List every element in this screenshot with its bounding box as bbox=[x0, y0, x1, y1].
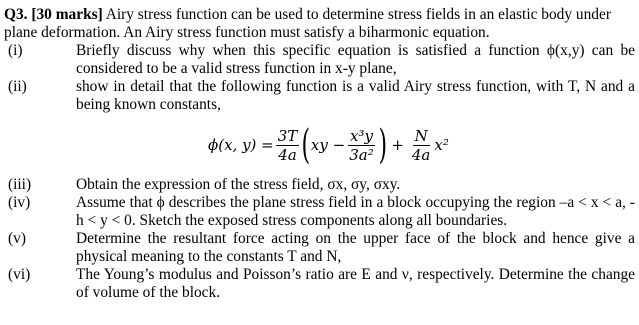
right-paren: ) bbox=[378, 122, 387, 168]
fraction-3 bbox=[410, 128, 433, 163]
question-intro: Airy stress function can be used to determine stress fields in an elastic body under plane deformation. An Airy stress function must satisfy a biharmonic equation. bbox=[4, 6, 611, 41]
item-text: Obtain the expression of the stress field, σx, σy, σxy. bbox=[76, 176, 401, 193]
item-text: Determine the resultant force acting on the upper face of the block and hence give a physical meaning to the constants T and N, bbox=[76, 230, 635, 265]
fraction-1-den: 4a bbox=[278, 145, 297, 164]
equation-plus: + bbox=[391, 136, 404, 154]
item-number: (iii) bbox=[8, 176, 32, 193]
item-text: Briefly discuss why when this specific equation is satisfied a function ϕ(x,y) can be considered to be a valid stress function in x-y plane, bbox=[76, 42, 635, 77]
list-item-vi bbox=[4, 266, 635, 302]
fraction-1 bbox=[276, 128, 300, 163]
item-number: (i) bbox=[8, 42, 23, 59]
fraction-2-den: 3a² bbox=[349, 145, 374, 164]
fraction-2-num: x³y bbox=[349, 126, 373, 145]
list-item-iv bbox=[4, 194, 635, 230]
left-paren: ( bbox=[301, 122, 311, 168]
list-item-iii bbox=[4, 176, 635, 194]
fraction-3-den: 4a bbox=[411, 145, 431, 164]
fraction-3-num: N bbox=[414, 126, 428, 145]
item-text: The Young’s modulus and Poisson’s ratio are E and ν, respectively. Determine the change of volume of the block. bbox=[76, 266, 635, 301]
equation-lhs: ϕ(x, y) = bbox=[208, 136, 274, 154]
list-item-v bbox=[4, 230, 635, 266]
item-number: (iv) bbox=[8, 194, 31, 211]
equation-term-3: x² bbox=[434, 136, 449, 154]
equation-term-1: xy − bbox=[310, 136, 346, 154]
item-text: Assume that ϕ describes the plane stress field in a block occupying the region –a < x < a, -h < y < 0. Sketch the exposed stress components along all boundaries. bbox=[76, 194, 635, 229]
item-number: (vi) bbox=[8, 266, 31, 283]
airy-equation bbox=[4, 116, 635, 174]
item-number: (ii) bbox=[8, 78, 27, 95]
equation-body bbox=[208, 116, 449, 174]
list-item-i bbox=[4, 42, 635, 78]
list-item-ii bbox=[4, 78, 635, 114]
question-label: Q3. [30 marks] bbox=[4, 6, 103, 23]
item-number: (v) bbox=[8, 230, 26, 247]
item-text: show in detail that the following function is a valid Airy stress function, with T, N and a being known constants, bbox=[76, 78, 635, 113]
fraction-1-num: 3T bbox=[277, 126, 298, 145]
fraction-2 bbox=[347, 128, 376, 163]
question-header bbox=[4, 6, 635, 42]
